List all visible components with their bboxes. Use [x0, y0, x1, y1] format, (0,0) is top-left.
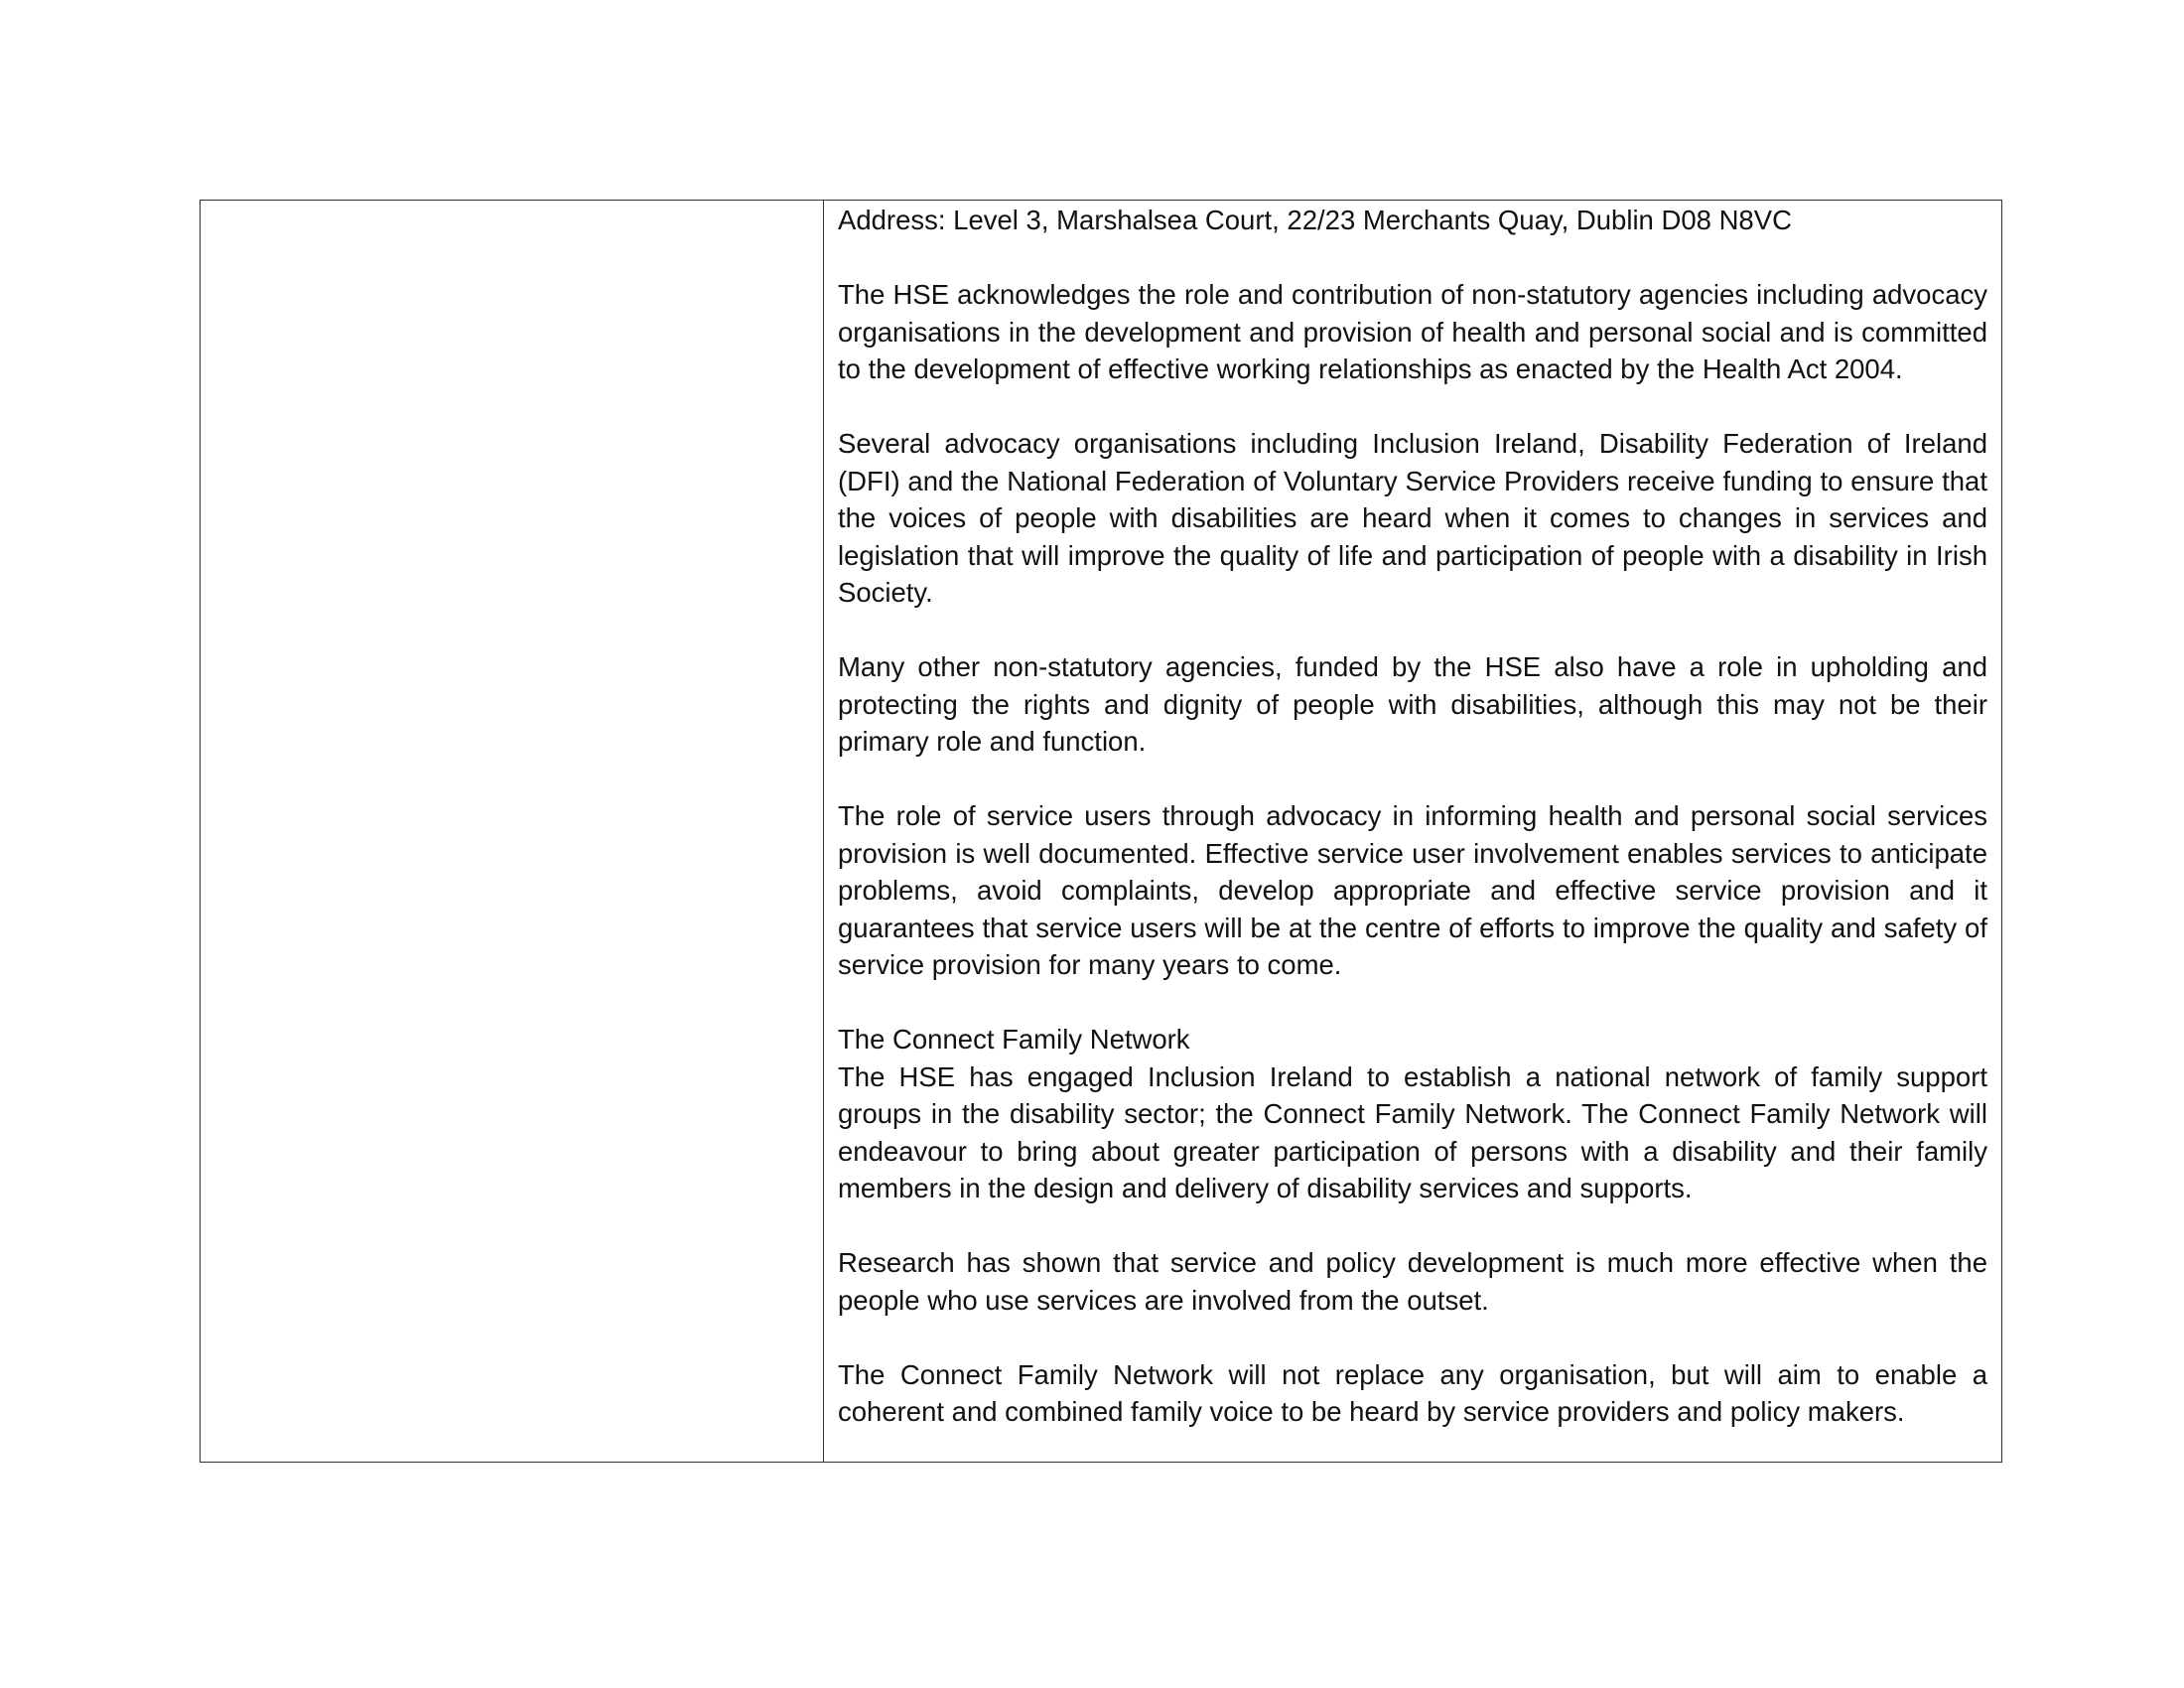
connect-family-network-section — [838, 1021, 1987, 1207]
paragraph-non-statutory-agencies: Many other non-statutory agencies, funded by the HSE also have a role in upholding and protecting the rights and dignity of people with disabilities, although this may not be their primary role and function. — [838, 651, 1987, 757]
address-text: Address: Level 3, Marshalsea Court, 22/23 Merchants Quay, Dublin D08 N8VC — [838, 205, 1792, 235]
paragraph-hse-acknowledges: The HSE acknowledges the role and contribution of non-statutory agencies including advocacy organisations in the development and provision of health and personal social and is committed to the development of effective working relationships as enacted by the Health Act 2004. — [838, 279, 1987, 384]
paragraph-final: The Connect Family Network will not replace any organisation, but will aim to enable a coherent and combined family voice to be heard by service providers and policy makers. — [838, 1358, 1987, 1427]
paragraph-service-users-role: The role of service users through advocacy in informing health and personal social services provision is well documented. Effective service user involvement enables services to anticipate problems, avoid complaints, develop appropriate and effective service provision and it guarantees that service users will be at the centre of efforts to improve the quality and safety of service provision for many years to come. — [838, 800, 1987, 980]
table-right-cell — [824, 201, 2001, 1462]
paragraph-research: Research has shown that service and policy development is much more effective when the people who use services are involved from the outset. — [838, 1247, 1987, 1316]
paragraph-advocacy-organisations: Several advocacy organisations including Inclusion Ireland, Disability Federation of Ireland (DFI) and the National Federation of Voluntary Service Providers receive funding to ensure that the voices of people with disabilities are heard when it comes to changes in services and legislation that will improve the quality of life and participation of people with a disability in Irish Society. — [838, 428, 1987, 608]
table-left-cell — [201, 201, 824, 1462]
connect-family-network-heading: The Connect Family Network — [838, 1024, 1190, 1055]
connect-family-network-paragraph: The HSE has engaged Inclusion Ireland to establish a national network of family support groups in the disability sector; the Connect Family Network. The Connect Family Network will endeavour to bring about greater participation of persons with a disability and their family members in the design and delivery of disability services and supports. — [838, 1060, 1987, 1203]
document-table — [200, 200, 2002, 1463]
